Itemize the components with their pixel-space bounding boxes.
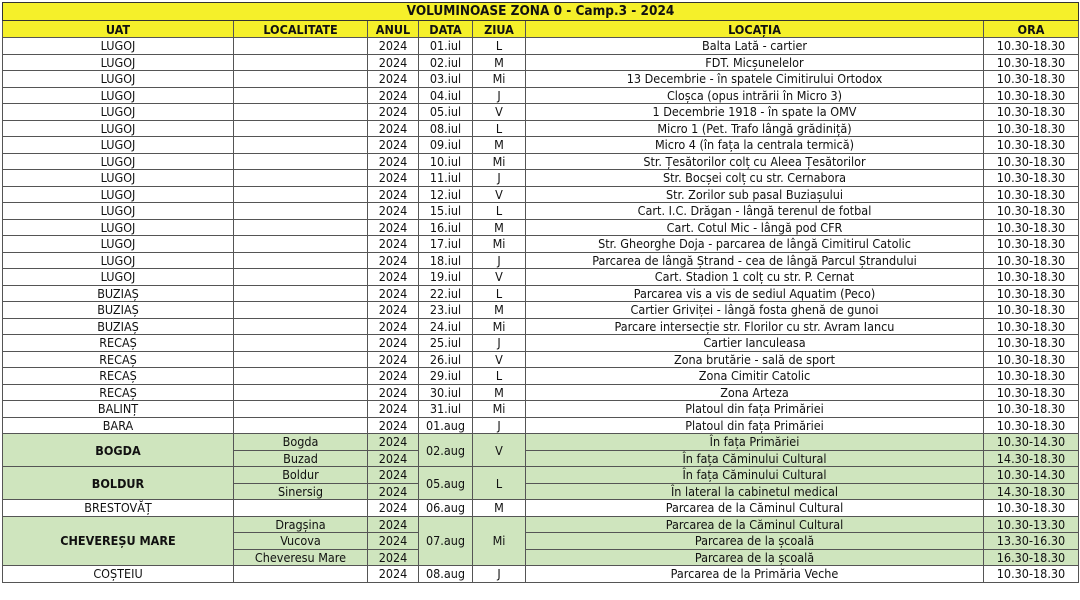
ziua-cell: L [473, 203, 526, 220]
anul-cell: 2024 [368, 54, 419, 71]
ziua-cell: M [473, 302, 526, 319]
data-cell: 06.aug [419, 500, 473, 517]
localitate-cell [234, 170, 368, 187]
localitate-cell: Vucova [234, 533, 368, 550]
ziua-cell: J [473, 335, 526, 352]
table-row [3, 38, 1079, 55]
ziua-cell: L [473, 38, 526, 55]
locatia-cell: Zona Cimitir Catolic [526, 368, 984, 385]
data-cell: 04.iul [419, 87, 473, 104]
table-row [3, 467, 1079, 484]
ziua-cell: V [473, 269, 526, 286]
locatia-cell: Parcarea de la școală [526, 533, 984, 550]
data-cell: 02.iul [419, 54, 473, 71]
uat-cell: BOLDUR [3, 467, 234, 500]
localitate-cell [234, 186, 368, 203]
localitate-cell: Boldur [234, 467, 368, 484]
localitate-cell [234, 351, 368, 368]
ora-cell: 10.30-18.30 [984, 401, 1079, 418]
anul-cell: 2024 [368, 302, 419, 319]
locatia-cell: Micro 1 (Pet. Trafo lângă grădiniță) [526, 120, 984, 137]
locatia-cell: Str. Zorilor sub pasal Buziașului [526, 186, 984, 203]
data-cell: 12.iul [419, 186, 473, 203]
locatia-cell: În lateral la cabinetul medical [526, 483, 984, 500]
anul-cell: 2024 [368, 285, 419, 302]
data-cell: 08.iul [419, 120, 473, 137]
anul-cell: 2024 [368, 236, 419, 253]
ziua-cell: Mi [473, 516, 526, 566]
ziua-cell: V [473, 104, 526, 121]
anul-cell: 2024 [368, 335, 419, 352]
uat-cell: LUGOJ [3, 170, 234, 187]
anul-cell: 2024 [368, 483, 419, 500]
ziua-cell: M [473, 500, 526, 517]
anul-cell: 2024 [368, 318, 419, 335]
locatia-cell: Cartier Ianculeasa [526, 335, 984, 352]
table-row [3, 71, 1079, 88]
anul-cell: 2024 [368, 368, 419, 385]
ziua-cell: M [473, 219, 526, 236]
data-cell: 01.aug [419, 417, 473, 434]
anul-cell: 2024 [368, 269, 419, 286]
anul-cell: 2024 [368, 219, 419, 236]
ziua-cell: V [473, 186, 526, 203]
ziua-cell: L [473, 368, 526, 385]
table-row [3, 236, 1079, 253]
header-localitate: LOCALITATE [234, 21, 368, 38]
data-cell: 18.iul [419, 252, 473, 269]
uat-cell: BUZIAȘ [3, 318, 234, 335]
table-row [3, 54, 1079, 71]
localitate-cell [234, 38, 368, 55]
header-data: DATA [419, 21, 473, 38]
locatia-cell: Cart. I.C. Drăgan - lângă terenul de fotbal [526, 203, 984, 220]
ziua-cell: Mi [473, 401, 526, 418]
table-row [3, 120, 1079, 137]
uat-cell: BUZIAȘ [3, 285, 234, 302]
localitate-cell [234, 566, 368, 583]
ziua-cell: J [473, 566, 526, 583]
ora-cell: 10.30-18.30 [984, 302, 1079, 319]
ora-cell: 10.30-18.30 [984, 252, 1079, 269]
table-row [3, 401, 1079, 418]
table-row [3, 170, 1079, 187]
ora-cell: 10.30-18.30 [984, 203, 1079, 220]
table-row [3, 269, 1079, 286]
ora-cell: 10.30-14.30 [984, 467, 1079, 484]
uat-cell: COȘTEIU [3, 566, 234, 583]
locatia-cell: Zona Arteza [526, 384, 984, 401]
uat-cell: RECAȘ [3, 368, 234, 385]
table-row [3, 219, 1079, 236]
locatia-cell: Cloșca (opus intrării în Micro 3) [526, 87, 984, 104]
header-ora: ORA [984, 21, 1079, 38]
uat-cell: LUGOJ [3, 38, 234, 55]
ora-cell: 16.30-18.30 [984, 549, 1079, 566]
ora-cell: 10.30-18.30 [984, 335, 1079, 352]
data-cell: 11.iul [419, 170, 473, 187]
localitate-cell [234, 219, 368, 236]
anul-cell: 2024 [368, 153, 419, 170]
ora-cell: 10.30-18.30 [984, 170, 1079, 187]
data-cell: 01.iul [419, 38, 473, 55]
localitate-cell [234, 302, 368, 319]
anul-cell: 2024 [368, 203, 419, 220]
data-cell: 19.iul [419, 269, 473, 286]
table-row [3, 302, 1079, 319]
locatia-cell: FDT. Micșunelelor [526, 54, 984, 71]
data-cell: 08.aug [419, 566, 473, 583]
ziua-cell: L [473, 467, 526, 500]
ora-cell: 10.30-18.30 [984, 54, 1079, 71]
ora-cell: 10.30-18.30 [984, 104, 1079, 121]
localitate-cell [234, 120, 368, 137]
ora-cell: 10.30-18.30 [984, 38, 1079, 55]
anul-cell: 2024 [368, 384, 419, 401]
ora-cell: 10.30-18.30 [984, 87, 1079, 104]
ziua-cell: J [473, 87, 526, 104]
data-cell: 25.iul [419, 335, 473, 352]
localitate-cell [234, 500, 368, 517]
locatia-cell: Parcarea de la Căminul Cultural [526, 500, 984, 517]
anul-cell: 2024 [368, 549, 419, 566]
anul-cell: 2024 [368, 533, 419, 550]
ora-cell: 14.30-18.30 [984, 483, 1079, 500]
anul-cell: 2024 [368, 434, 419, 451]
anul-cell: 2024 [368, 566, 419, 583]
localitate-cell [234, 368, 368, 385]
ziua-cell: J [473, 170, 526, 187]
locatia-cell: În fața Primăriei [526, 434, 984, 451]
ziua-cell: J [473, 417, 526, 434]
uat-cell: LUGOJ [3, 87, 234, 104]
localitate-cell [234, 401, 368, 418]
locatia-cell: Cart. Cotul Mic - lângă pod CFR [526, 219, 984, 236]
table-row [3, 153, 1079, 170]
uat-cell: LUGOJ [3, 219, 234, 236]
anul-cell: 2024 [368, 137, 419, 154]
ora-cell: 10.30-18.30 [984, 384, 1079, 401]
anul-cell: 2024 [368, 401, 419, 418]
data-cell: 26.iul [419, 351, 473, 368]
localitate-cell [234, 203, 368, 220]
data-cell: 09.iul [419, 137, 473, 154]
localitate-cell [234, 335, 368, 352]
uat-cell: CHEVEREȘU MARE [3, 516, 234, 566]
anul-cell: 2024 [368, 467, 419, 484]
data-cell: 23.iul [419, 302, 473, 319]
locatia-cell: Platoul din fața Primăriei [526, 417, 984, 434]
locatia-cell: Str. Gheorghe Doja - parcarea de lângă Cimitirul Catolic [526, 236, 984, 253]
anul-cell: 2024 [368, 87, 419, 104]
data-cell: 05.iul [419, 104, 473, 121]
ziua-cell: Mi [473, 153, 526, 170]
localitate-cell: Bogda [234, 434, 368, 451]
ziua-cell: Mi [473, 236, 526, 253]
data-cell: 02.aug [419, 434, 473, 467]
ora-cell: 13.30-16.30 [984, 533, 1079, 550]
ziua-cell: V [473, 351, 526, 368]
ora-cell: 10.30-18.30 [984, 351, 1079, 368]
ora-cell: 14.30-18.30 [984, 450, 1079, 467]
locatia-cell: Parcarea de la Căminul Cultural [526, 516, 984, 533]
data-cell: 31.iul [419, 401, 473, 418]
table-row [3, 516, 1079, 533]
ziua-cell: M [473, 137, 526, 154]
header-row [3, 21, 1079, 38]
locatia-cell: În fața Căminului Cultural [526, 450, 984, 467]
sheet-title: VOLUMINOASE ZONA 0 - Camp.3 - 2024 [3, 3, 1079, 21]
localitate-cell [234, 54, 368, 71]
uat-cell: BOGDA [3, 434, 234, 467]
schedule-table [2, 2, 1079, 583]
anul-cell: 2024 [368, 120, 419, 137]
uat-cell: RECAȘ [3, 384, 234, 401]
table-row [3, 285, 1079, 302]
anul-cell: 2024 [368, 417, 419, 434]
anul-cell: 2024 [368, 450, 419, 467]
ora-cell: 10.30-18.30 [984, 71, 1079, 88]
localitate-cell: Cheveresu Mare [234, 549, 368, 566]
ora-cell: 10.30-18.30 [984, 566, 1079, 583]
ziua-cell: L [473, 120, 526, 137]
header-anul: ANUL [368, 21, 419, 38]
data-cell: 15.iul [419, 203, 473, 220]
localitate-cell [234, 137, 368, 154]
title-row [3, 3, 1079, 21]
table-row [3, 500, 1079, 517]
localitate-cell [234, 87, 368, 104]
uat-cell: LUGOJ [3, 54, 234, 71]
anul-cell: 2024 [368, 500, 419, 517]
anul-cell: 2024 [368, 38, 419, 55]
ora-cell: 10.30-13.30 [984, 516, 1079, 533]
localitate-cell: Dragșina [234, 516, 368, 533]
data-cell: 17.iul [419, 236, 473, 253]
ora-cell: 10.30-18.30 [984, 236, 1079, 253]
table-row [3, 186, 1079, 203]
ora-cell: 10.30-18.30 [984, 219, 1079, 236]
ora-cell: 10.30-18.30 [984, 285, 1079, 302]
uat-cell: LUGOJ [3, 236, 234, 253]
locatia-cell: Parcare intersecție str. Florilor cu str. Avram Iancu [526, 318, 984, 335]
locatia-cell: Parcarea de la Primăria Veche [526, 566, 984, 583]
localitate-cell [234, 71, 368, 88]
ziua-cell: Mi [473, 318, 526, 335]
locatia-cell: Micro 4 (în fața la centrala termică) [526, 137, 984, 154]
header-ziua: ZIUA [473, 21, 526, 38]
locatia-cell: Parcarea vis a vis de sediul Aquatim (Peco) [526, 285, 984, 302]
table-row [3, 335, 1079, 352]
locatia-cell: 13 Decembrie - în spatele Cimitirului Ortodox [526, 71, 984, 88]
localitate-cell: Buzad [234, 450, 368, 467]
locatia-cell: Str. Bocșei colț cu str. Cernabora [526, 170, 984, 187]
locatia-cell: Parcarea de lângă Ștrand - cea de lângă Parcul Ștrandului [526, 252, 984, 269]
localitate-cell [234, 318, 368, 335]
uat-cell: RECAȘ [3, 335, 234, 352]
ziua-cell: V [473, 434, 526, 467]
ora-cell: 10.30-18.30 [984, 153, 1079, 170]
locatia-cell: Parcarea de la școală [526, 549, 984, 566]
uat-cell: LUGOJ [3, 252, 234, 269]
localitate-cell [234, 104, 368, 121]
table-row [3, 351, 1079, 368]
ora-cell: 10.30-18.30 [984, 120, 1079, 137]
uat-cell: BARA [3, 417, 234, 434]
ziua-cell: L [473, 285, 526, 302]
data-cell: 05.aug [419, 467, 473, 500]
localitate-cell: Sinersig [234, 483, 368, 500]
localitate-cell [234, 236, 368, 253]
ora-cell: 10.30-18.30 [984, 368, 1079, 385]
ziua-cell: Mi [473, 71, 526, 88]
data-cell: 30.iul [419, 384, 473, 401]
uat-cell: BALINȚ [3, 401, 234, 418]
data-cell: 22.iul [419, 285, 473, 302]
ora-cell: 10.30-14.30 [984, 434, 1079, 451]
uat-cell: LUGOJ [3, 269, 234, 286]
localitate-cell [234, 285, 368, 302]
anul-cell: 2024 [368, 516, 419, 533]
anul-cell: 2024 [368, 351, 419, 368]
uat-cell: BUZIAȘ [3, 302, 234, 319]
uat-cell: LUGOJ [3, 186, 234, 203]
locatia-cell: Str. Țesătorilor colț cu Aleea Țesătorilor [526, 153, 984, 170]
uat-cell: LUGOJ [3, 71, 234, 88]
locatia-cell: 1 Decembrie 1918 - în spate la OMV [526, 104, 984, 121]
data-cell: 29.iul [419, 368, 473, 385]
locatia-cell: Balta Lată - cartier [526, 38, 984, 55]
anul-cell: 2024 [368, 170, 419, 187]
data-cell: 24.iul [419, 318, 473, 335]
ora-cell: 10.30-18.30 [984, 269, 1079, 286]
table-row [3, 566, 1079, 583]
localitate-cell [234, 153, 368, 170]
uat-cell: LUGOJ [3, 120, 234, 137]
ora-cell: 10.30-18.30 [984, 318, 1079, 335]
table-row [3, 384, 1079, 401]
table-row [3, 252, 1079, 269]
table-row [3, 203, 1079, 220]
table-row [3, 87, 1079, 104]
table-row [3, 137, 1079, 154]
uat-cell: RECAȘ [3, 351, 234, 368]
ora-cell: 10.30-18.30 [984, 417, 1079, 434]
header-locatia: LOCAȚIA [526, 21, 984, 38]
data-cell: 10.iul [419, 153, 473, 170]
data-cell: 16.iul [419, 219, 473, 236]
locatia-cell: Zona brutărie - sală de sport [526, 351, 984, 368]
table-row [3, 104, 1079, 121]
uat-cell: LUGOJ [3, 203, 234, 220]
uat-cell: LUGOJ [3, 104, 234, 121]
ziua-cell: J [473, 252, 526, 269]
table-row [3, 417, 1079, 434]
localitate-cell [234, 252, 368, 269]
uat-cell: BRESTOVĂȚ [3, 500, 234, 517]
uat-cell: LUGOJ [3, 153, 234, 170]
anul-cell: 2024 [368, 71, 419, 88]
table-row [3, 318, 1079, 335]
data-cell: 03.iul [419, 71, 473, 88]
table-row [3, 434, 1079, 451]
ora-cell: 10.30-18.30 [984, 186, 1079, 203]
localitate-cell [234, 269, 368, 286]
localitate-cell [234, 384, 368, 401]
ziua-cell: M [473, 384, 526, 401]
anul-cell: 2024 [368, 252, 419, 269]
locatia-cell: Platoul din fața Primăriei [526, 401, 984, 418]
table-row [3, 368, 1079, 385]
anul-cell: 2024 [368, 186, 419, 203]
uat-cell: LUGOJ [3, 137, 234, 154]
anul-cell: 2024 [368, 104, 419, 121]
header-uat: UAT [3, 21, 234, 38]
data-cell: 07.aug [419, 516, 473, 566]
ora-cell: 10.30-18.30 [984, 137, 1079, 154]
ziua-cell: M [473, 54, 526, 71]
locatia-cell: În fața Căminului Cultural [526, 467, 984, 484]
locatia-cell: Cart. Stadion 1 colț cu str. P. Cernat [526, 269, 984, 286]
localitate-cell [234, 417, 368, 434]
ora-cell: 10.30-18.30 [984, 500, 1079, 517]
locatia-cell: Cartier Griviței - lângă fosta ghenă de gunoi [526, 302, 984, 319]
